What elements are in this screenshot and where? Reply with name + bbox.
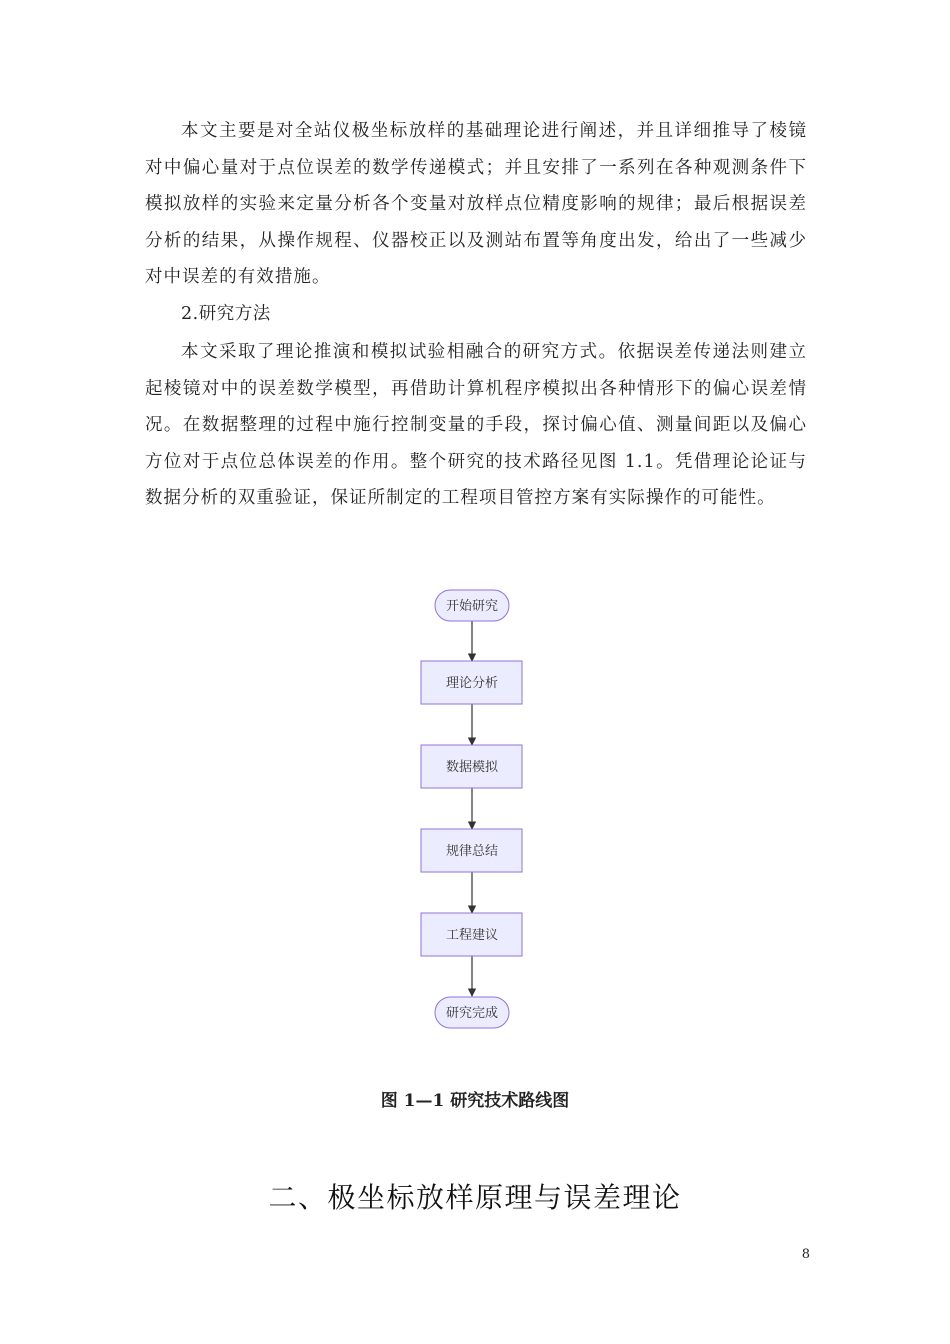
chapter-title: 二、极坐标放样原理与误差理论 <box>268 1181 682 1214</box>
flow-node-end-label: 研究完成 <box>445 1006 499 1021</box>
flow-node-step <box>421 913 522 956</box>
page-number: 8 <box>801 1247 810 1262</box>
flow-node-step <box>421 745 522 788</box>
flow-node-start <box>435 590 509 621</box>
paragraph-1: 本文主要是对全站仪极坐标放样的基础理论进行阐述，并且详细推导了棱镜对中偏心量对于点位误差的数学传递模式；并且安排了一系列在各种观测条件下模拟放样的实验来定量分析各个变量对放样点位精度影响的规律；最后根据误差分析的结果，从操作规程、仪器校正以及测站布置等角度出发，给出了一些减少对中误差的有效措施。 <box>145 121 807 287</box>
figure-caption: 图 1—1 研究技术路线图 <box>380 1091 570 1111</box>
flow-node-step-label: 工程建议 <box>445 928 499 943</box>
flow-node-step <box>421 661 522 704</box>
flow-node-step <box>421 829 522 872</box>
flow-node-step-label: 理论分析 <box>445 676 499 691</box>
flow-node-end <box>435 997 509 1028</box>
paragraph-2: 本文采取了理论推演和模拟试验相融合的研究方式。依据误差传递法则建立起棱镜对中的误差数学模型，再借助计算机程序模拟出各种情形下的偏心误差情况。在数据整理的过程中施行控制变量的手段，探讨偏心值、测量间距以及偏心方位对于点位总体误差的作用。整个研究的技术路径见图 1.1。凭借理论论证与数据分析的双重验证，保证所制定的工程项目管控方案有实际操作的可能性。 <box>145 342 807 508</box>
flow-node-step-label: 数据模拟 <box>445 760 499 775</box>
research-flowchart <box>380 580 570 1040</box>
section-heading: 2.研究方法 <box>181 304 271 324</box>
flow-node-start-label: 开始研究 <box>445 599 499 614</box>
flow-node-step-label: 规律总结 <box>445 844 499 859</box>
